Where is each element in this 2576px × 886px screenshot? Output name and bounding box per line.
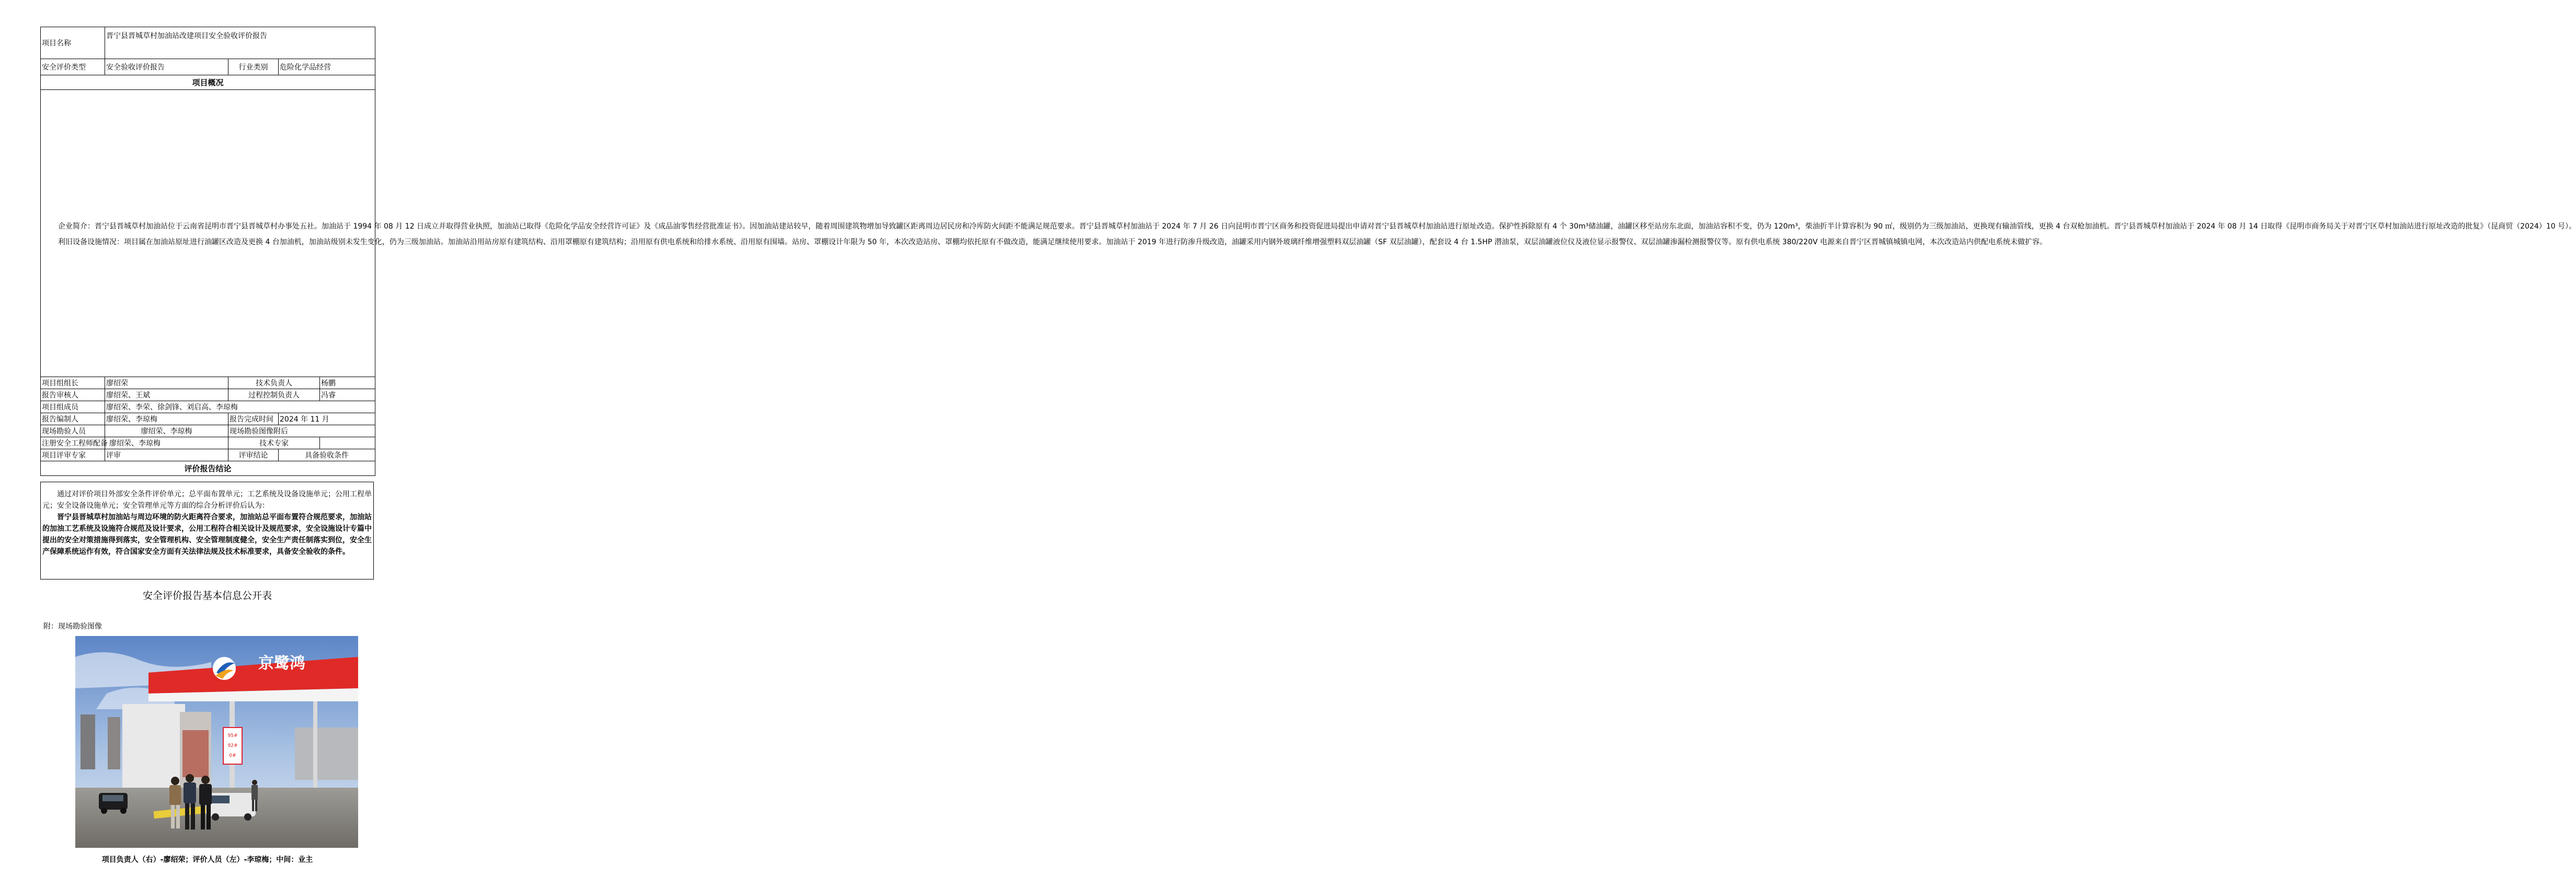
review-expert-value: 评审 xyxy=(105,449,228,461)
project-name-label: 项目名称 xyxy=(41,27,105,59)
tech-lead-label: 技术负责人 xyxy=(228,377,320,389)
eval-type-value: 安全验收评价报告 xyxy=(105,59,228,75)
public-info-title: 安全评价报告基本信息公开表 xyxy=(142,590,272,601)
industry-label: 行业类别 xyxy=(228,59,279,75)
editor-label: 报告编制人 xyxy=(41,413,105,425)
overview-paragraph-company: 企业简介：晋宁县晋城草村加油站位于云南省昆明市晋宁县晋城草村办事处五社。加油站于 1994 年 08 月 12 日成立并取得营业执照，加油站已取得《危险化学品安全经营许可证》及《成品油零售经营批准证书》。因加油站建站较早，随着周围建筑物增加导致罐区距离周边居民房和冷库防火间距不能满足规范要求。晋宁县晋城草村加油站于 2024 年 7 月 26 日向昆明市晋宁区商务和投资促进局提出申请对晋宁县晋城草村加油站进行原址改造。保护性拆除原有 4 个 30m³储油罐，油罐区移至站房东北面，加油站容积不变，仍为 120m³，柴油折半计算容积为 90 ㎡，级别仍为三级加油站，更换现有输油管线，更换 4 台双枪加油机。晋宁县晋城草村加油站于 2024 年 08 月 14 日取得《昆明市商务局关于对晋宁区草村加油站进行原址改造的批复》（昆商贸（2024）10 号）。 xyxy=(58,222,2576,231)
info-table xyxy=(40,27,2576,476)
van-wheel xyxy=(212,813,219,821)
row-reviewer xyxy=(41,389,375,401)
engineer-value: 廖绍荣、李琼梅 xyxy=(105,437,228,449)
review-expert-label: 项目评审专家 xyxy=(41,449,105,461)
gas-station-photo-illustration xyxy=(75,636,358,848)
car-wheel xyxy=(120,808,127,814)
industry-value: 危险化学品经营 xyxy=(279,59,375,75)
row-leader xyxy=(41,377,375,389)
distant-building xyxy=(81,714,95,769)
row-members xyxy=(41,401,375,413)
editor-value: 廖绍荣、李琼梅 xyxy=(105,413,228,425)
row-project-name xyxy=(41,27,375,59)
row-conclusion-heading xyxy=(41,461,375,476)
brick-wall xyxy=(182,730,209,777)
row-editor xyxy=(41,413,375,425)
overview-heading: 项目概况 xyxy=(41,75,375,90)
expert-value xyxy=(320,437,375,449)
leader-value: 廖绍荣 xyxy=(105,377,228,389)
members-label: 项目组成员 xyxy=(41,401,105,413)
leader-label: 项目组组长 xyxy=(41,377,105,389)
finish-label: 报告完成时间 xyxy=(228,413,279,425)
row-overview xyxy=(41,90,375,377)
process-lead-value: 冯睿 xyxy=(320,389,375,401)
distant-building xyxy=(108,717,120,769)
project-name-value: 晋宁县晋城草村加油站改建项目安全验收评价报告 xyxy=(105,27,375,59)
overview-paragraph-equipment: 利旧设备设施情况：项目属在加油站原址进行油罐区改造及更换 4 台加油机，加油站级别未发生变化，仍为三级加油站。加油站沿用站房原有建筑结构、沿用罩棚原有建筑结构；沿用原有供电系统和给排水系统、沿用原有围墙。站房、罩棚设计年限为 50 年，本次改造站房、罩棚均依托原有不做改造，能满足继续使用要求。加油站于 2019 年进行防渗升级改造，油罐采用内钢外玻璃纤维增强塑料双层油罐（SF 双层油罐），配套设 4 台 1.5HP 潜油泵，双层油罐液位仪及液位显示报警仪、双层油罐渗漏检测报警仪等。原有供电系统 380/220V 电源来自晋宁区晋城镇城镇电网，本次改造站内供配电系统未做扩容。 xyxy=(58,238,2047,246)
finish-value: 2024 年 11 月 xyxy=(279,413,375,425)
survey-label: 现场勘验人员 xyxy=(41,425,105,437)
reviewer-label: 报告审核人 xyxy=(41,389,105,401)
engineer-label: 注册安全工程师配备 xyxy=(41,437,105,449)
canopy-pillar xyxy=(313,701,317,790)
conclusion-intro: 通过对评价项目外部安全条件评价单元；总平面布置单元；工艺系统及设备设施单元；公用工程单元；安全设备设施单元；安全管理单元等方面的综合分析评价后认为： xyxy=(42,490,372,510)
car-window xyxy=(102,795,123,801)
price-label-95: 95# xyxy=(227,733,238,739)
expert-label: 技术专家 xyxy=(228,437,320,449)
review-result-value: 具备验收条件 xyxy=(279,449,375,461)
photo-caption: 项目负责人（右）-廖绍荣；评价人员（左）-李琼梅；中间：业主 xyxy=(101,856,313,864)
conclusion-result: 晋宁县晋城草村加油站与周边环境的防火距离符合要求，加油站总平面布置符合规范要求，加油站的加油工艺系统及设施符合规范及设计要求，公用工程符合相关设计及规范要求，安全设施设计专篇中提出的安全对策措施得到落实，安全管理机构、安全管理制度健全，安全生产责任制落实到位，安全生产保障系统运作有效，符合国家安全方面有关法律法规及技术标准要求，具备安全验收的条件。 xyxy=(42,513,372,556)
site-survey-photo xyxy=(75,636,358,848)
survey-note: 现场勘验图像附后 xyxy=(228,425,375,437)
review-result-label: 评审结论 xyxy=(228,449,279,461)
car-wheel xyxy=(101,808,107,814)
members-value: 廖绍荣、李荣、徐剑锋、刘启高、李琼梅 xyxy=(105,401,375,413)
row-overview-heading xyxy=(41,75,375,90)
van-window xyxy=(211,796,230,803)
price-label-92: 92# xyxy=(227,743,238,748)
conclusion-heading: 评价报告结论 xyxy=(41,461,375,476)
attachment-label: 附：现场勘验图像 xyxy=(43,622,102,631)
process-lead-label: 过程控制负责人 xyxy=(228,389,320,401)
price-label-0: 0# xyxy=(229,753,236,758)
tech-lead-value: 杨鹏 xyxy=(320,377,375,389)
warehouse xyxy=(295,728,358,780)
row-eval-type xyxy=(41,59,375,75)
row-review xyxy=(41,449,375,461)
eval-type-label: 安全评价类型 xyxy=(41,59,105,75)
station-sign-text: 京鹭鸿 xyxy=(258,654,305,673)
row-engineer xyxy=(41,437,375,449)
survey-value: 廖绍荣、李琼梅 xyxy=(105,425,228,437)
overview-cell xyxy=(41,90,2576,377)
conclusion-box xyxy=(40,482,374,580)
row-survey xyxy=(41,425,375,437)
van-wheel xyxy=(244,813,251,821)
reviewer-value: 廖绍荣、王斌 xyxy=(105,389,228,401)
